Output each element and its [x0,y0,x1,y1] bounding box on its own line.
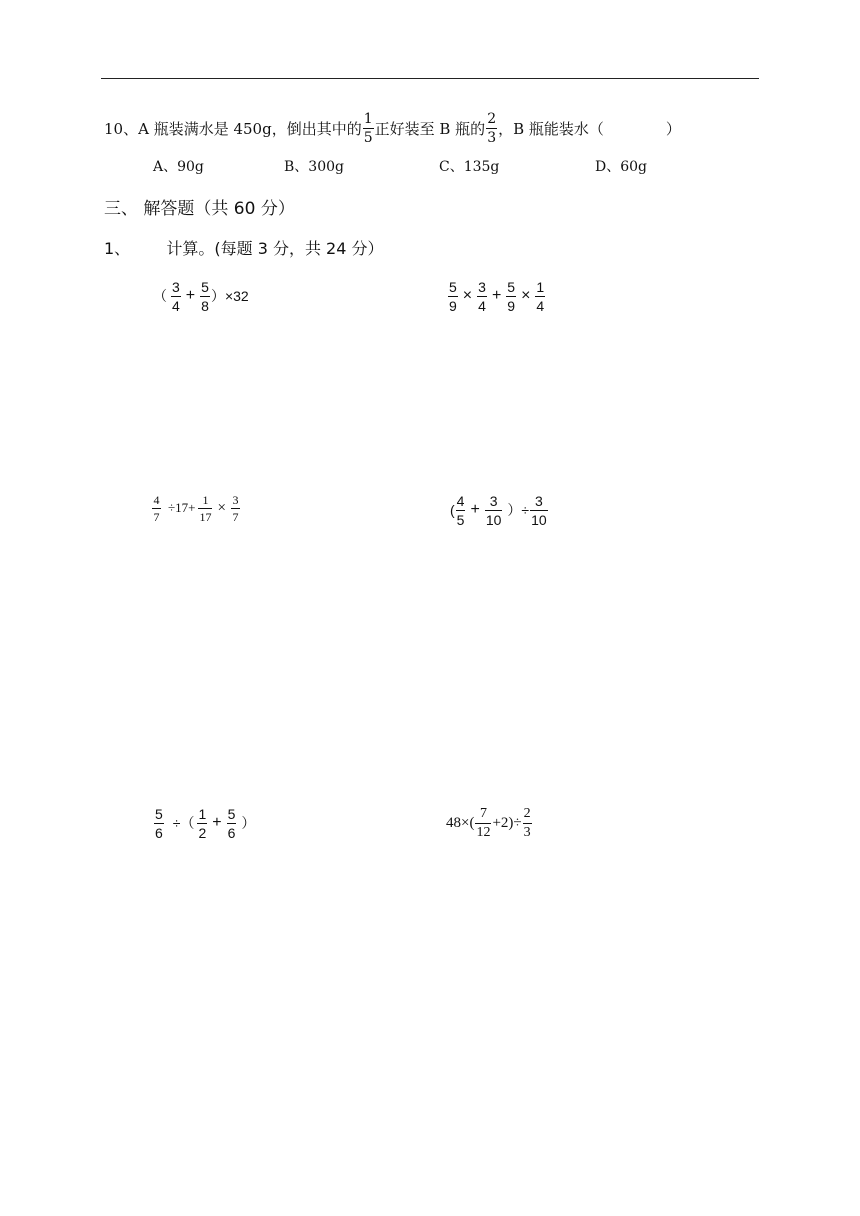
fraction: $\frac{1}{4}$ [536,278,545,314]
expression-2 [447,276,546,316]
question-number: 1、 [104,239,131,258]
right-paren: ） [210,288,225,304]
fraction: $\frac{5}{8}$ [201,278,209,314]
divide-left-paren: ÷（ [172,815,195,831]
fraction: $\frac{3}{4}$ [172,278,180,314]
fraction-two-thirds [486,112,497,145]
fraction: $\frac{1}{17}$ [199,492,212,524]
times-32: ×32 [224,288,249,304]
header-rule [101,78,759,79]
times-sign: × [217,499,226,516]
expression-6 [446,803,533,843]
option-c: C、135g [439,159,500,175]
expression-5 [153,803,255,843]
fraction: $\frac{1}{2}$ [198,805,207,841]
q10-suffix: ，B 瓶能装水（ [498,119,604,138]
fraction: $\frac{4}{7}$ [153,492,160,524]
expression-3 [151,488,241,528]
section-3-heading: 三、 解答题（共 60 分） [104,199,295,219]
expression-1 [153,276,249,316]
fraction: $\frac{3}{10}$ [485,492,502,528]
q10-prefix: 10、A 瓶装满水是 450g，倒出其中的 [104,119,362,138]
fraction: $\frac{5}{6}$ [155,805,163,841]
numerator: 2 [487,110,497,127]
fraction: $\frac{3}{4}$ [478,278,486,314]
plus-sign: + [470,501,480,518]
48-times-paren: 48×( [446,814,475,831]
expression-4 [450,490,549,530]
fraction: $\frac{2}{3}$ [523,805,531,840]
option-a: A、90g [153,159,204,175]
numerator: 1 [363,110,373,127]
question-10 [104,108,681,148]
question-label: 计算。(每题 3 分，共 24 分） [166,239,384,258]
option-d: D、60g [595,159,648,175]
left-paren: ( [450,502,455,518]
left-paren: （ [153,288,167,304]
q10-middle: 正好装至 B 瓶的 [374,119,486,138]
plus-sign: + [491,287,502,304]
fraction: $\frac{3}{10}$ [531,492,547,528]
times-sign: × [462,287,473,304]
right-paren: ） [241,815,256,831]
times-sign: × [521,287,531,304]
q10-close: ） [665,119,681,138]
fraction: $\frac{7}{12}$ [476,805,491,840]
fraction: $\frac{5}{9}$ [449,278,457,314]
fraction: $\frac{5}{6}$ [227,805,236,841]
denominator: 3 [487,129,497,146]
fraction: $\frac{4}{5}$ [456,492,465,528]
fraction-one-fifth [363,112,374,145]
plus-sign: + [185,287,196,304]
fraction: $\frac{3}{7}$ [232,492,239,524]
question-1-heading [104,236,384,259]
plus-sign: + [212,814,222,831]
divide-17-plus: ÷17+ [168,500,196,515]
denominator: 5 [363,129,373,146]
option-b: B、300g [284,159,344,175]
plus-2-divide: +2)÷ [492,814,522,831]
right-paren-divide: ）÷ [507,502,530,518]
fraction: $\frac{5}{9}$ [507,278,516,314]
